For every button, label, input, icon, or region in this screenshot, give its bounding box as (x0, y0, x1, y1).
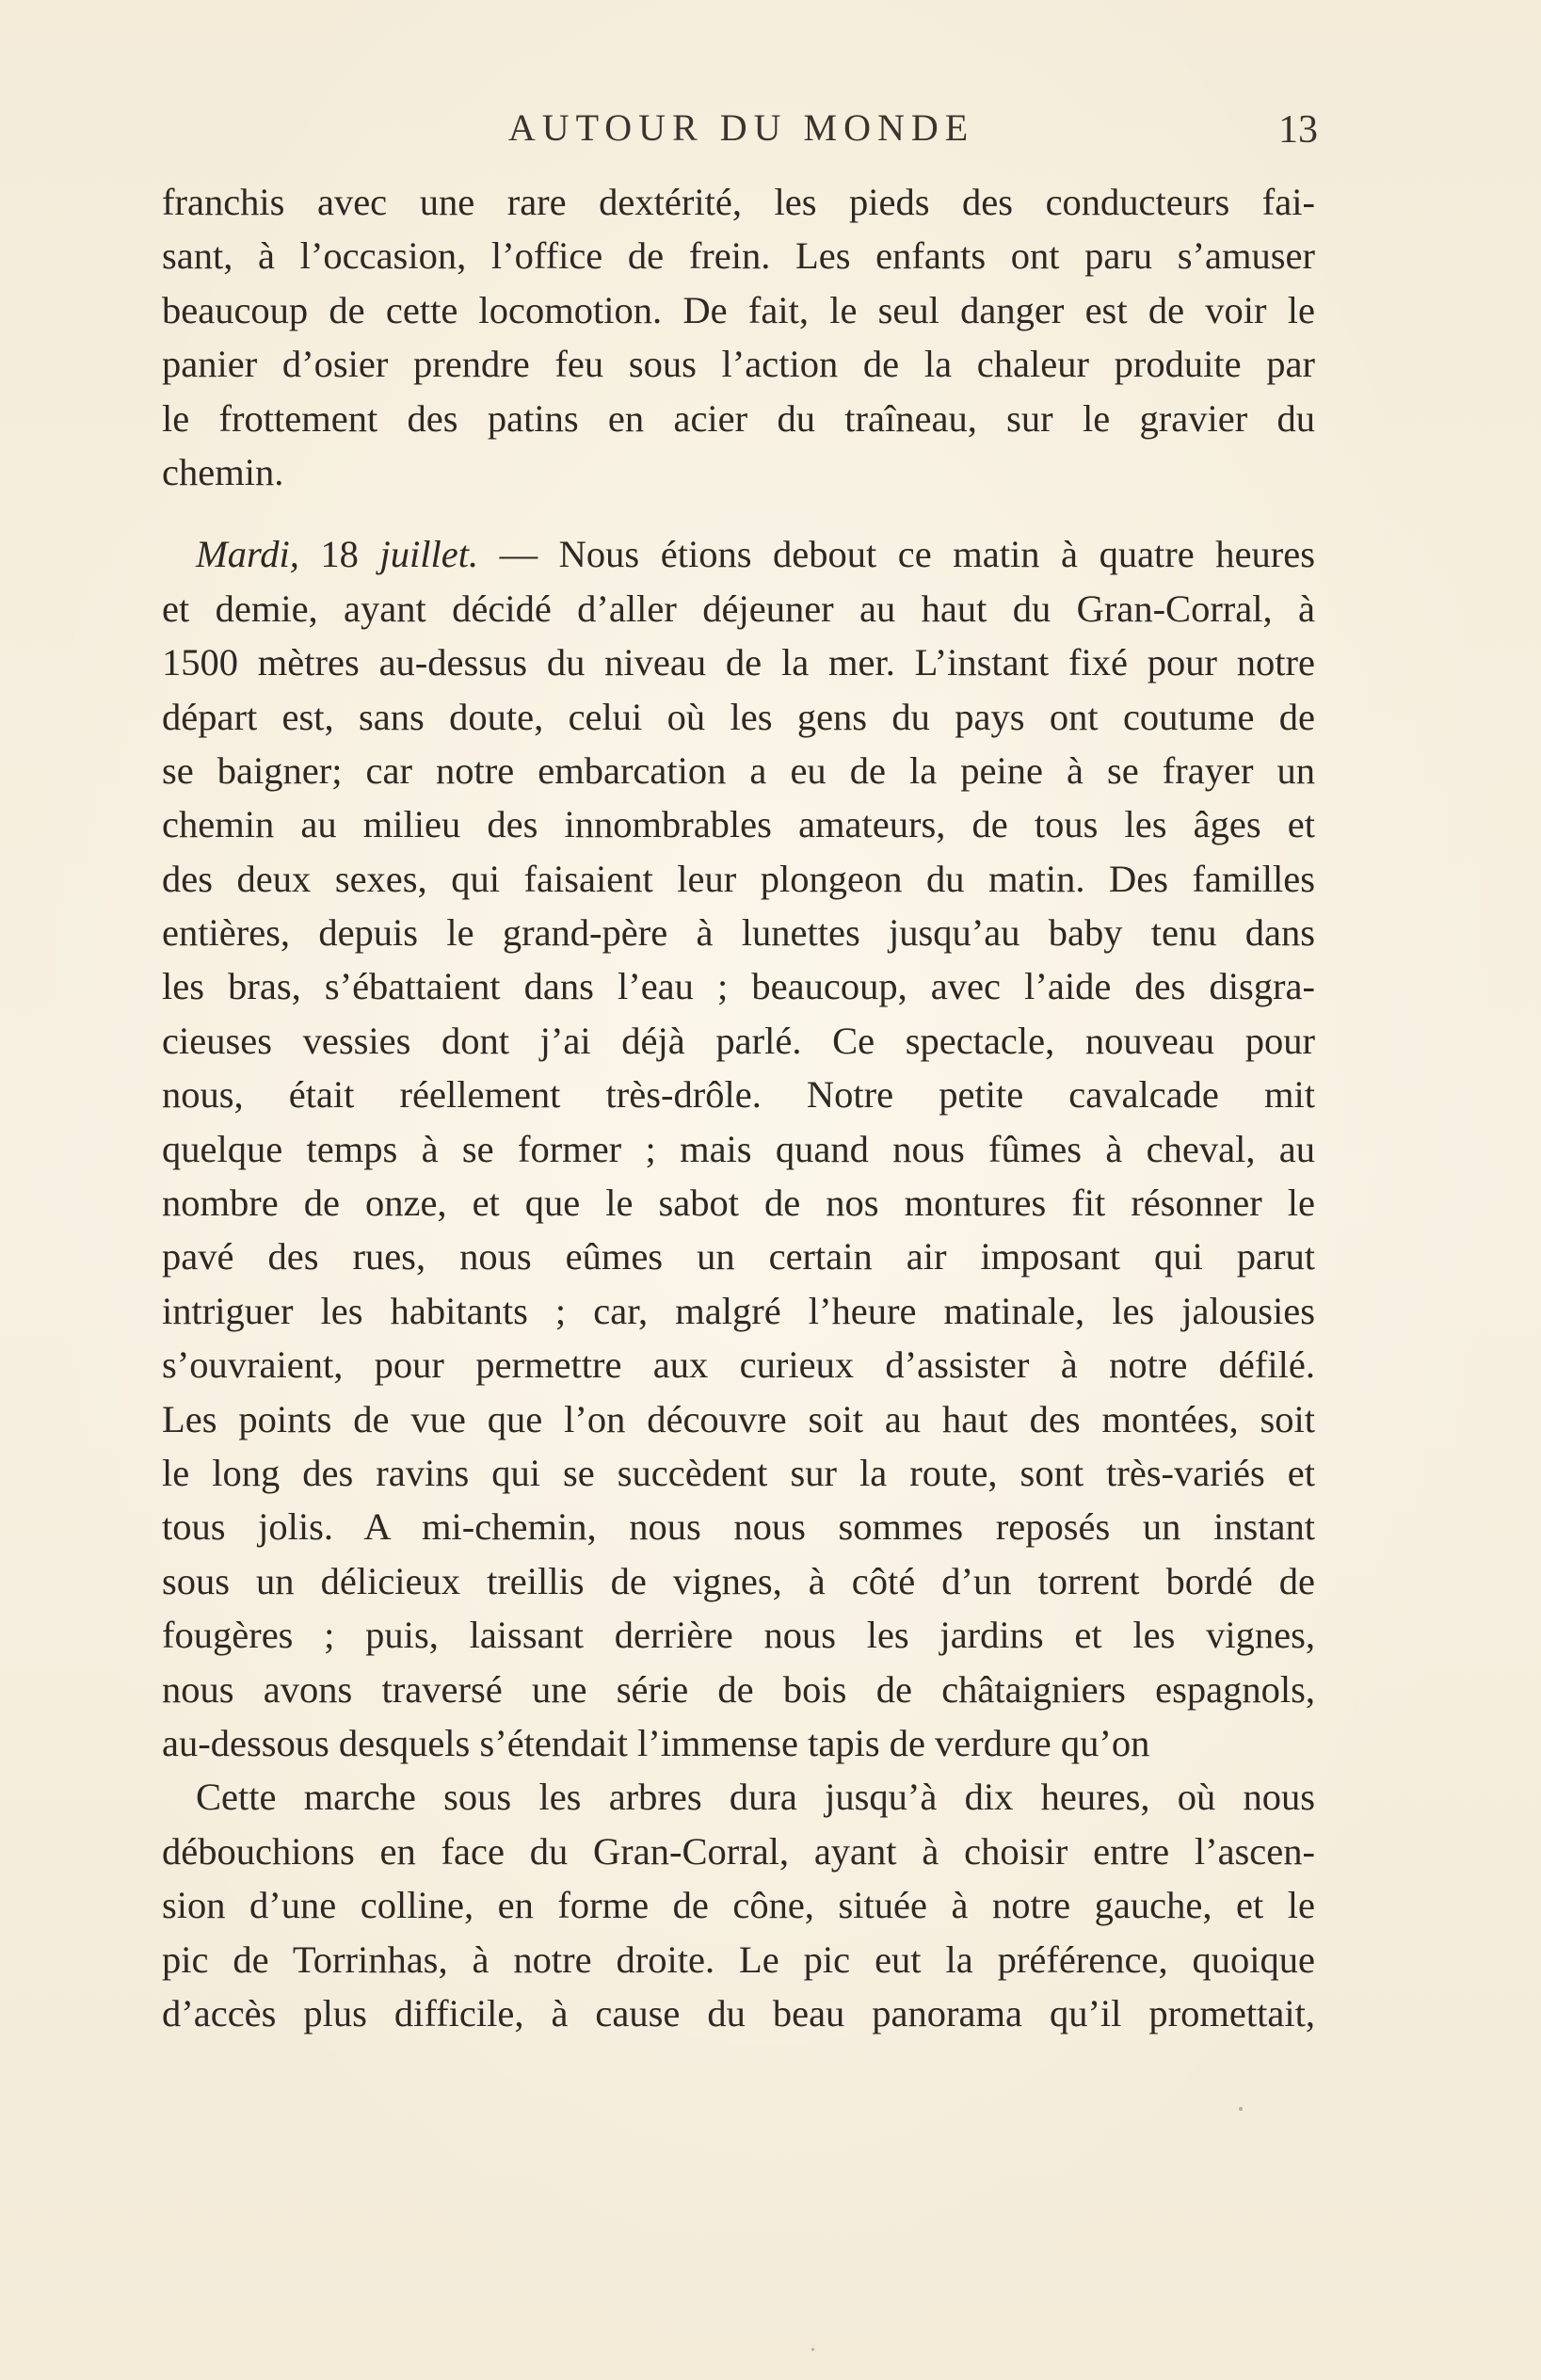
text-line: s’ouvraient, pour permettre aux curieux d’assister à notre défilé. (162, 1343, 1315, 1387)
text-line: sant, à l’occasion, l’office de frein. Les enfants ont paru s’amuser (162, 234, 1315, 278)
date-number: 18 (320, 533, 359, 576)
paragraph-2 (162, 527, 1315, 1770)
text-line: départ est, sans doute, celui où les gens du pays ont coutume de (162, 695, 1315, 738)
text-line: au-dessous desquels s’étendait l’immense tapis de verdure qu’on (162, 1721, 1150, 1764)
text-line: chemin au milieu des innombrables amateurs, de tous les âges et (162, 803, 1315, 846)
paragraph-1 (162, 175, 1315, 499)
text-line: les bras, s’ébattaient dans l’eau ; beaucoup, avec l’aide des disgra- (162, 965, 1315, 1008)
text-line: se baigner; car notre embarcation a eu de la peine à se frayer un (162, 748, 1315, 792)
text-line: le long des ravins qui se succèdent sur la route, sont très-variés et (162, 1451, 1315, 1494)
text-line: nombre de onze, et que le sabot de nos montures fit résonner le (162, 1182, 1315, 1225)
text-line: cieuses vessies dont j’ai déjà parlé. Ce spectacle, nouveau pour (162, 1019, 1315, 1062)
text-line: 1500 mètres au-dessus du niveau de la mer. L’instant fixé pour notre (162, 641, 1315, 684)
text-line: tous jolis. A mi-chemin, nous nous sommes reposés un instant (162, 1505, 1315, 1549)
text-line: panier d’osier prendre feu sous l’action de la chaleur produite par (162, 343, 1315, 386)
paragraph-gap (162, 499, 1315, 527)
page-header (165, 105, 1318, 162)
text-line: des deux sexes, qui faisaient leur plongeon du matin. Des familles (162, 857, 1315, 900)
paper-speck (811, 2348, 814, 2351)
text-line: chemin. (162, 450, 284, 493)
text-line: sion d’une colline, en forme de cône, située à notre gauche, et le (162, 1884, 1315, 1927)
page-number: 13 (1278, 108, 1318, 152)
text-line: le frottement des patins en acier du traîneau, sur le gravier du (162, 396, 1315, 440)
text-line: intriguer les habitants ; car, malgré l’heure matinale, les jalousies (162, 1289, 1315, 1332)
text-line: nous, était réellement très-drôle. Notre petite cavalcade mit (162, 1073, 1315, 1117)
text-line: pavé des rues, nous eûmes un certain air imposant qui parut (162, 1235, 1315, 1278)
running-title: AUTOUR DU MONDE (507, 106, 975, 149)
text-line: débouchions en face du Gran-Corral, ayant à choisir entre l’ascen- (162, 1829, 1315, 1873)
text-line: d’accès plus difficile, à cause du beau panorama qu’il promettait, (162, 1991, 1315, 2034)
text-line: Les points de vue que l’on découvre soit au haut des montées, soit (162, 1397, 1315, 1440)
text-line: quelque temps à se former ; mais quand nous fûmes à cheval, au (162, 1127, 1315, 1170)
first-line-text: — Nous étions debout ce matin à quatre heures (499, 533, 1316, 576)
text-line: sous un délicieux treillis de vignes, à côté d’un torrent bordé de (162, 1559, 1315, 1602)
text-line: beaucoup de cette locomotion. De fait, le seul danger est de voir le (162, 288, 1315, 331)
text-line: Cette marche sous les arbres dura jusqu’à dix heures, où nous (196, 1776, 1315, 1819)
text-line: pic de Torrinhas, à notre droite. Le pic eut la préférence, quoique (162, 1938, 1315, 1981)
dated-first-line (162, 527, 1315, 581)
text-line: fougères ; puis, laissant derrière nous les jardins et les vignes, (162, 1614, 1315, 1657)
paper-speck (1239, 2107, 1243, 2111)
paragraph-3 (162, 1770, 1315, 2040)
date-month: juillet. (379, 533, 479, 576)
text-line: et demie, ayant décidé d’aller déjeuner au haut du Gran-Corral, à (162, 587, 1315, 630)
text-line: nous avons traversé une série de bois de châtaigniers espagnols, (162, 1667, 1315, 1711)
body-text (162, 175, 1315, 2040)
text-line: entières, depuis le grand-père à lunettes jusqu’au baby tenu dans (162, 911, 1315, 955)
date-day: Mardi, (196, 533, 299, 576)
text-line: franchis avec une rare dextérité, les pieds des conducteurs fai- (162, 181, 1315, 223)
